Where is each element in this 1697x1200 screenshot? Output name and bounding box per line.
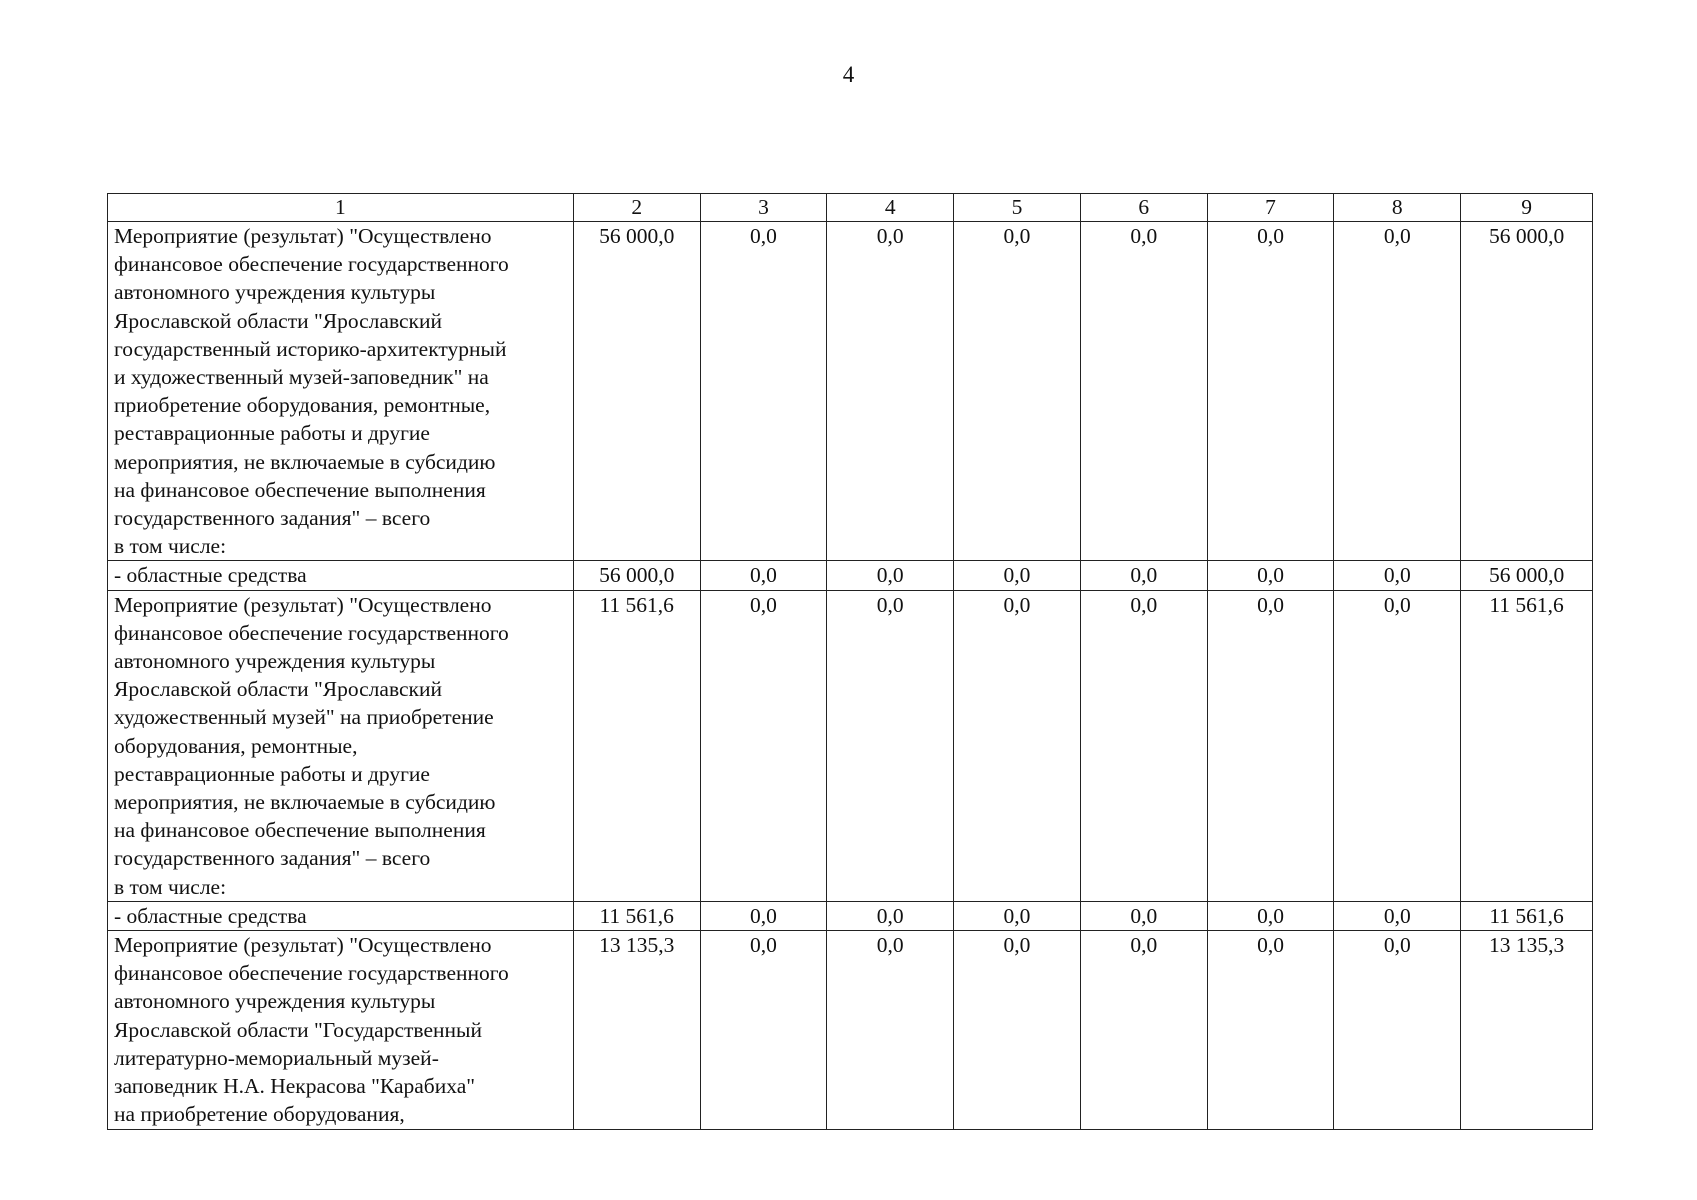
row-value: 11 561,6 <box>573 590 700 901</box>
column-number: 1 <box>108 194 574 222</box>
row-value: 0,0 <box>1207 222 1334 561</box>
row-value: 0,0 <box>700 561 827 590</box>
column-number: 2 <box>573 194 700 222</box>
row-value: 11 561,6 <box>1461 590 1593 901</box>
row-value: 0,0 <box>954 590 1081 901</box>
row-value: 0,0 <box>700 931 827 1129</box>
row-value: 0,0 <box>1207 561 1334 590</box>
column-number: 3 <box>700 194 827 222</box>
row-value: 0,0 <box>954 222 1081 561</box>
row-value: 0,0 <box>1080 590 1207 901</box>
row-description: Мероприятие (результат) "Осуществлено финансовое обеспечение государственного автономного учреждения культуры Ярославской области "Государственный литературно-мемориальный музей- заповедник Н.А. Некрасова "Карабиха" на приобретение оборудования, <box>108 931 574 1129</box>
row-value: 13 135,3 <box>573 931 700 1129</box>
row-value: 0,0 <box>1334 561 1461 590</box>
column-number-row <box>108 194 1593 222</box>
table-row <box>108 901 1593 930</box>
row-value: 0,0 <box>827 901 954 930</box>
row-value: 11 561,6 <box>1461 901 1593 930</box>
row-value: 0,0 <box>1334 901 1461 930</box>
table-row <box>108 222 1593 561</box>
column-number: 9 <box>1461 194 1593 222</box>
row-value: 11 561,6 <box>573 901 700 930</box>
row-value: 56 000,0 <box>573 222 700 561</box>
row-value: 0,0 <box>1207 590 1334 901</box>
row-value: 56 000,0 <box>1461 222 1593 561</box>
column-number: 7 <box>1207 194 1334 222</box>
row-value: 0,0 <box>1080 222 1207 561</box>
row-value: 0,0 <box>1334 590 1461 901</box>
row-value: 0,0 <box>827 931 954 1129</box>
column-number: 6 <box>1080 194 1207 222</box>
page-number: 4 <box>842 62 855 87</box>
row-value: 0,0 <box>954 931 1081 1129</box>
row-value: 0,0 <box>954 901 1081 930</box>
row-value: 0,0 <box>1207 931 1334 1129</box>
column-number: 8 <box>1334 194 1461 222</box>
row-value: 0,0 <box>1080 931 1207 1129</box>
column-number: 5 <box>954 194 1081 222</box>
row-description: - областные средства <box>108 561 574 590</box>
budget-table <box>107 193 1593 1130</box>
row-value: 0,0 <box>700 901 827 930</box>
row-value: 0,0 <box>827 561 954 590</box>
row-value: 0,0 <box>1334 222 1461 561</box>
row-value: 0,0 <box>1080 901 1207 930</box>
table-row <box>108 561 1593 590</box>
row-value: 0,0 <box>1080 561 1207 590</box>
row-value: 0,0 <box>700 590 827 901</box>
table-row <box>108 931 1593 1129</box>
column-number: 4 <box>827 194 954 222</box>
row-value: 0,0 <box>827 222 954 561</box>
row-description: Мероприятие (результат) "Осуществлено финансовое обеспечение государственного автономного учреждения культуры Ярославской области "Ярославский художественный музей" на приобретение оборудования, ремонтные, реставрационные работы и другие мероприятия, не включаемые в субсидию на финансовое обеспечение выполнения государственного задания" – всего в том числе: <box>108 590 574 901</box>
row-value: 0,0 <box>954 561 1081 590</box>
row-value: 0,0 <box>1334 931 1461 1129</box>
table-row <box>108 590 1593 901</box>
row-value: 0,0 <box>700 222 827 561</box>
row-value: 56 000,0 <box>573 561 700 590</box>
row-description: Мероприятие (результат) "Осуществлено финансовое обеспечение государственного автономного учреждения культуры Ярославской области "Ярославский государственный историко-архитектурный и художественный музей-заповедник" на приобретение оборудования, ремонтные, реставрационные работы и другие мероприятия, не включаемые в субсидию на финансовое обеспечение выполнения государственного задания" – всего в том числе: <box>108 222 574 561</box>
row-value: 13 135,3 <box>1461 931 1593 1129</box>
row-value: 0,0 <box>1207 901 1334 930</box>
row-value: 0,0 <box>827 590 954 901</box>
row-value: 56 000,0 <box>1461 561 1593 590</box>
row-description: - областные средства <box>108 901 574 930</box>
